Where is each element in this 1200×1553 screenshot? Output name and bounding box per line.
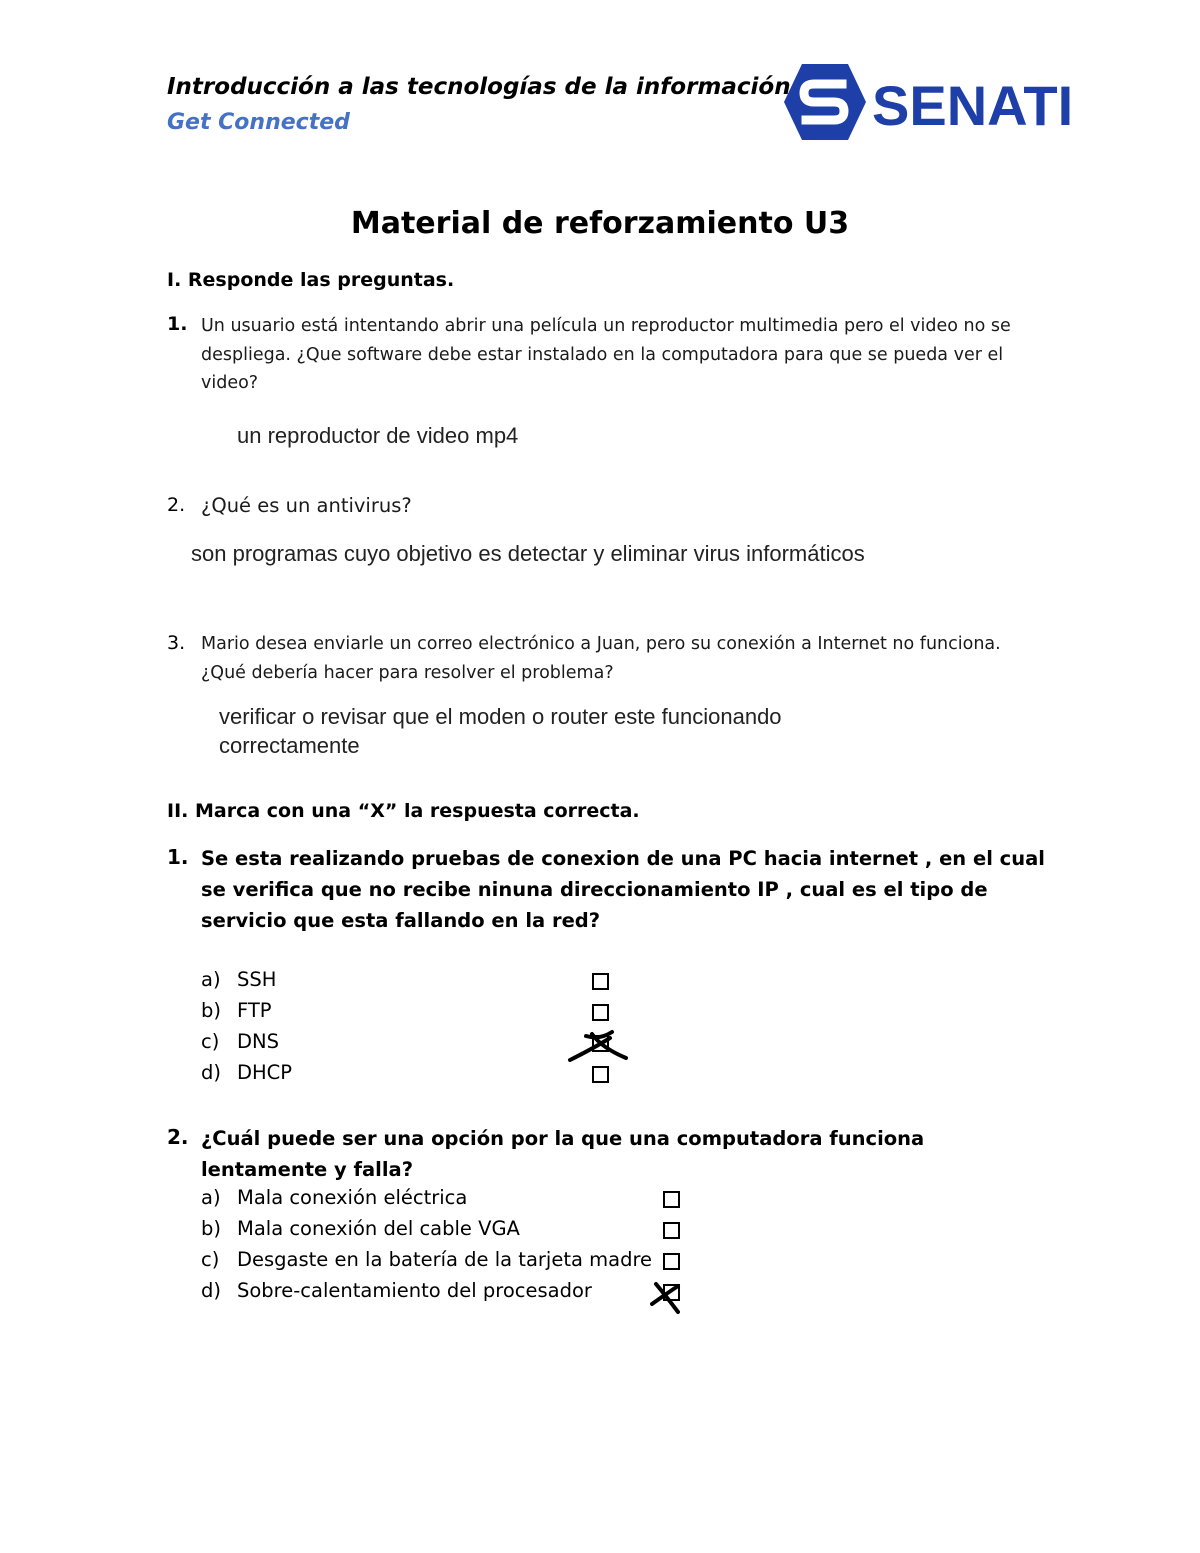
s2-q1-option-d-checkbox[interactable] xyxy=(592,1066,609,1083)
s2-q1-option-d-letter: d) xyxy=(201,1061,221,1084)
s2-q2-option-d-text: Sobre-calentamiento del procesador xyxy=(237,1279,592,1302)
s2-q2-option-b-text: Mala conexión del cable VGA xyxy=(237,1217,520,1240)
s2-q2-option-d-letter: d) xyxy=(201,1279,221,1302)
s1-q3-answer-line1: verificar o revisar que el moden o router este funcionando xyxy=(219,704,782,729)
s2-q2-option-b-checkbox[interactable] xyxy=(663,1222,680,1239)
s2-q2-option-c-checkbox[interactable] xyxy=(663,1253,680,1270)
s2-q1-option-b-text: FTP xyxy=(237,999,272,1022)
section-2-heading: II. Marca con una “X” la respuesta correcta. xyxy=(167,800,640,822)
s2-q2-text: ¿Cuál puede ser una opción por la que una computadora funciona lentamente y falla? xyxy=(201,1127,925,1181)
s1-q2-text: ¿Qué es un antivirus? xyxy=(201,494,412,517)
s2-q2-option-d-x-mark-icon xyxy=(648,1278,688,1316)
s2-q2-option-a-text: Mala conexión eléctrica xyxy=(237,1186,468,1209)
s2-q1-option-a-checkbox[interactable] xyxy=(592,973,609,990)
s2-q2-option-a-letter: a) xyxy=(201,1186,221,1209)
s2-q1-number: 1. xyxy=(167,845,189,869)
s2-q1-option-c-text: DNS xyxy=(237,1030,279,1053)
s1-q1-text: Un usuario está intentando abrir una película un reproductor multimedia pero el video no se despliega. ¿Que software debe estar instalado en la computadora para que se pueda ver el video? xyxy=(201,316,1011,393)
s2-q2-option-b-letter: b) xyxy=(201,1217,221,1240)
s1-q3-answer-line2: correctamente xyxy=(219,733,360,758)
s2-q2-option-a-checkbox[interactable] xyxy=(663,1191,680,1208)
s2-q1-option-b-letter: b) xyxy=(201,999,221,1022)
s2-q1-text: Se esta realizando pruebas de conexion de una PC hacia internet , en el cual se verifica que no recibe ninuna direccionamiento IP , cual es el tipo de servicio que esta fallando en la red? xyxy=(201,847,1045,932)
logo-text: SENATI xyxy=(872,74,1072,137)
senati-logo-icon xyxy=(782,62,1072,142)
s2-q1-option-c-letter: c) xyxy=(201,1030,220,1053)
s2-q2-number: 2. xyxy=(167,1125,189,1149)
course-subtitle: Get Connected xyxy=(167,110,350,135)
s1-q2-answer: son programas cuyo objetivo es detectar y eliminar virus informáticos xyxy=(191,541,865,566)
s2-q1-option-a-text: SSH xyxy=(237,968,277,991)
s2-q2-option-c-letter: c) xyxy=(201,1248,220,1271)
s1-q3-text: Mario desea enviarle un correo electrónico a Juan, pero su conexión a Internet no funciona. ¿Qué debería hacer para resolver el problema? xyxy=(201,634,1001,683)
s1-q2-number: 2. xyxy=(167,494,186,516)
s1-q3-number: 3. xyxy=(167,632,186,654)
s1-q1-number: 1. xyxy=(167,313,188,335)
s2-q1-option-b-checkbox[interactable] xyxy=(592,1004,609,1021)
course-title: Introducción a las tecnologías de la información xyxy=(167,74,791,100)
s1-q1-answer: un reproductor de video mp4 xyxy=(237,423,519,448)
s2-q1-option-c-x-mark-icon xyxy=(566,1028,630,1068)
s2-q1-option-d-text: DHCP xyxy=(237,1061,293,1084)
s2-q2-option-c-text: Desgaste en la batería de la tarjeta madre xyxy=(237,1248,653,1271)
s2-q1-option-a-letter: a) xyxy=(201,968,221,991)
document-title: Material de reforzamiento U3 xyxy=(350,206,850,241)
senati-logo xyxy=(782,62,1072,142)
section-1-heading: I. Responde las preguntas. xyxy=(167,269,455,291)
